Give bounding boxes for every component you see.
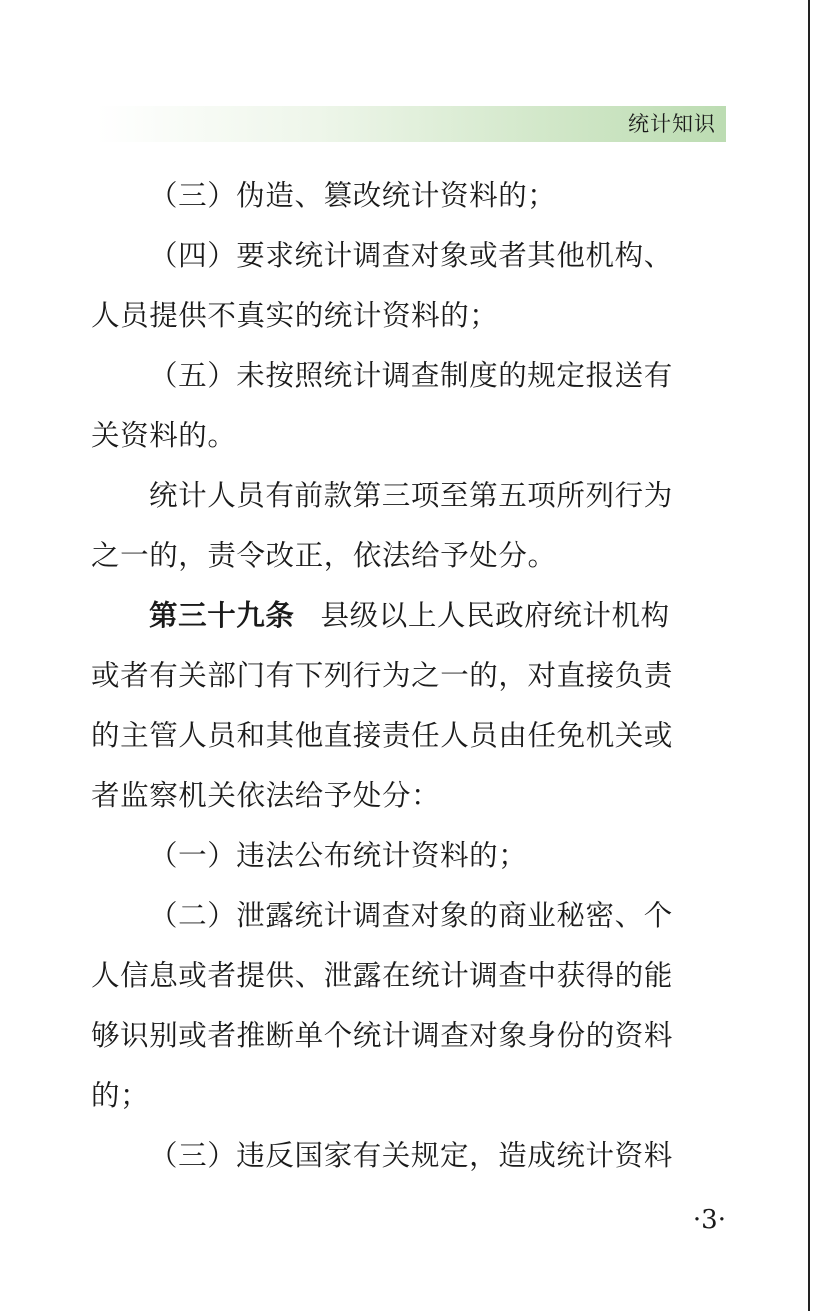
page-number: ·3· [692, 1205, 726, 1235]
article-39-first-line [91, 586, 727, 646]
text-line: 的主管人员和其他直接责任人员由任免机关或 [91, 719, 674, 752]
text-line: （二）泄露统计调查对象的商业秘密、个 [149, 899, 673, 932]
text-line: 够识别或者推断单个统计调查对象身份的资料 [91, 1019, 674, 1052]
text-line: （一）违法公布统计资料的； [149, 839, 528, 872]
text-line: 的； [91, 1079, 150, 1112]
page-edge-rule [808, 0, 810, 1311]
text-line: 统计人员有前款第三项至第五项所列行为 [149, 479, 673, 512]
text-line: 之一的，责令改正，依法给予处分。 [91, 539, 557, 572]
text-line: （三）伪造、篡改统计资料的； [149, 179, 557, 212]
article-heading: 第三十九条 [149, 599, 295, 632]
text-line: 县级以上人民政府统计机构 [320, 599, 670, 632]
text-line: 人信息或者提供、泄露在统计调查中获得的能 [91, 959, 674, 992]
text-line: 人员提供不真实的统计资料的； [91, 299, 499, 332]
text-line: 关资料的。 [91, 419, 237, 452]
text-line: 者监察机关依法给予处分： [91, 779, 441, 812]
section-header-label: 统计知识 [628, 112, 716, 136]
text-line: 或者有关部门有下列行为之一的，对直接负责 [91, 659, 674, 692]
section-header [96, 106, 726, 142]
text-line: （三）违反国家有关规定，造成统计资料 [149, 1139, 673, 1172]
text-line: （四）要求统计调查对象或者其他机构、 [149, 239, 673, 272]
document-body [91, 166, 727, 1186]
text-line: （五）未按照统计调查制度的规定报送有 [149, 359, 673, 392]
